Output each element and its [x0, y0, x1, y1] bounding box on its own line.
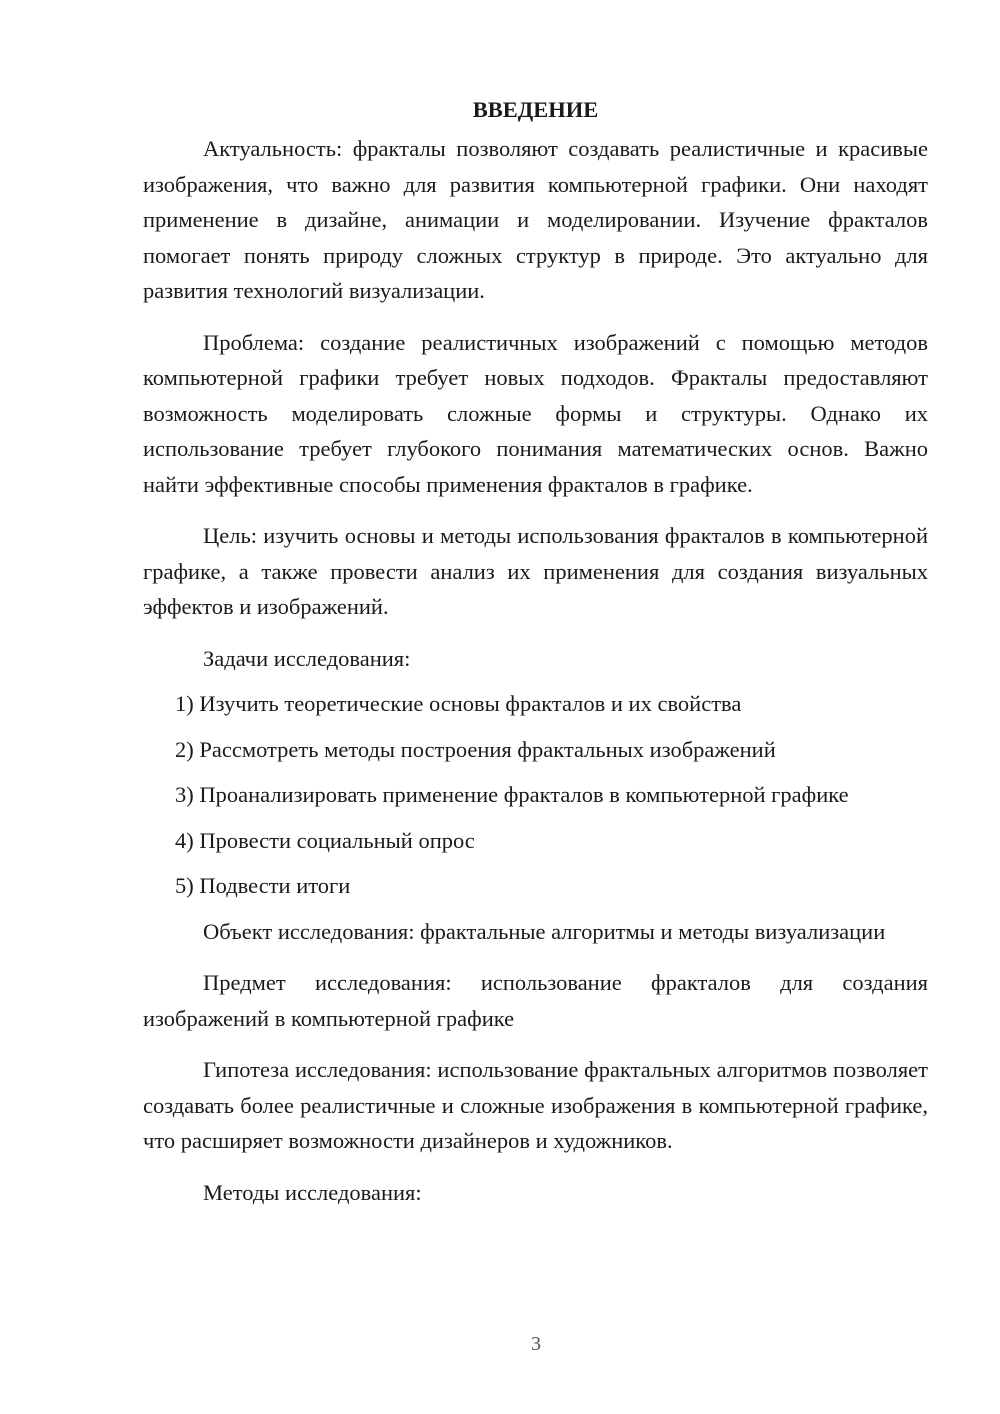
page-number: 3 [531, 1333, 541, 1355]
page-content [143, 94, 928, 1210]
tasks-heading: Задачи исследования: [203, 645, 411, 671]
task-item: 2) Рассмотреть методы построения фрактальных изображений [175, 736, 776, 762]
methods-heading: Методы исследования: [203, 1179, 422, 1205]
task-item: 4) Провести социальный опрос [175, 827, 475, 853]
task-list [143, 686, 928, 904]
task-item: 1) Изучить теоретические основы фракталов и их свойства [175, 691, 742, 716]
task-item: 3) Проанализировать применение фракталов в компьютерной графике [175, 782, 849, 807]
problem-paragraph: Проблема: создание реалистичных изображений с помощью методов компьютерной графики требует новых подходов. Фракталы предоставляют возможность моделировать сложные формы и структуры. Однако их использование требует глубокого понимания математических основ. Важно найти эффективные способы применения фракталов в графике. [143, 329, 928, 497]
goal-paragraph: Цель: изучить основы и методы использования фракталов в компьютерной графике, а также провести анализ их применения для создания визуальных эффектов и изображений. [143, 523, 928, 619]
hypothesis-paragraph: Гипотеза исследования: использование фрактальных алгоритмов позволяет создавать более реалистичные и сложные изображения в компьютерной графике, что расширяет возможности дизайнеров и художников. [143, 1057, 928, 1153]
task-item: 5) Подвести итоги [175, 873, 351, 898]
subject-paragraph: Предмет исследования: использование фракталов для создания изображений в компьютерной графике [143, 970, 928, 1031]
section-title: ВВЕДЕНИЕ [472, 97, 599, 122]
object-paragraph: Объект исследования: фрактальные алгоритмы и методы визуализации [203, 918, 886, 944]
relevance-paragraph: Актуальность: фракталы позволяют создавать реалистичные и красивые изображения, что важно для развития компьютерной графики. Они находят применение в дизайне, анимации и моделировании. Изучение фракталов помогает понять природу сложных структур в природе. Это актуально для развития технологий визуализации. [143, 136, 928, 303]
